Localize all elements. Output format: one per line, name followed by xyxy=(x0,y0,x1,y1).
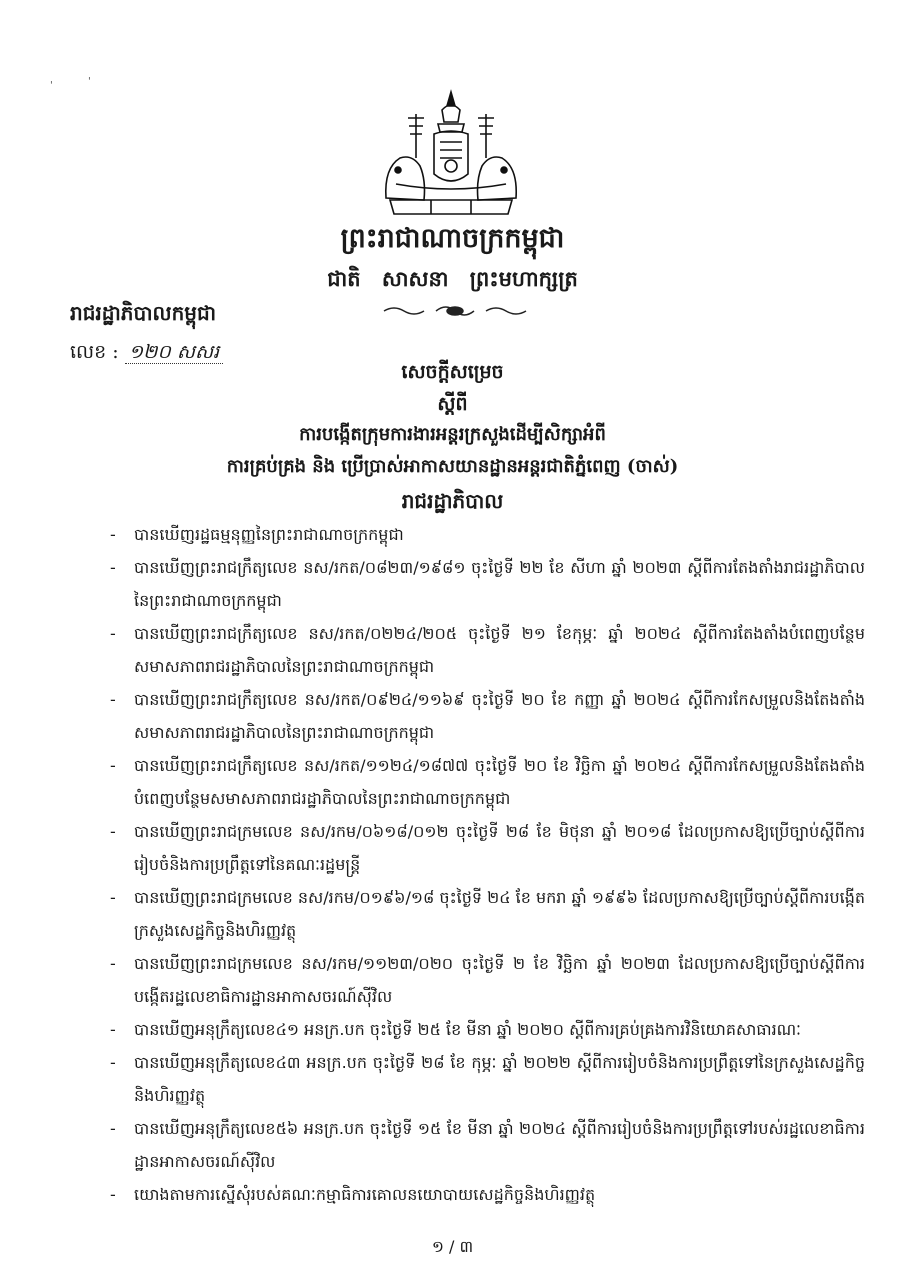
item-text: បានឃើញអនុក្រឹត្យលេខ៤៣ អនក្រ.បក ចុះថ្ងៃទី ២៨ ខែ កុម្ភៈ ឆ្នាំ ២០២២ ស្តីពីការរៀបចំនិងការប្រព្រឹត្តទៅនៃក្រសួងសេដ្ឋកិច្ចនិងហិរញ្ញវត្ថុ xyxy=(134,1053,865,1105)
number-label: លេខ : xyxy=(70,341,119,363)
bullet-dash: - xyxy=(110,756,116,775)
item-text: បានឃើញព្រះរាជក្រឹត្យលេខ នស/រកត/០២២៤/២០៥ ចុះថ្ងៃទី ២១ ខែកុម្ភៈ ឆ្នាំ ២០២៤ ស្តីពីការតែងតាំងបំពេញបន្ថែមសមាសភាពរាជរដ្ឋាភិបាលនៃព្រះរាជាណាចក្រកម្ពុជា xyxy=(134,624,865,676)
item-text: បានឃើញព្រះរាជក្រឹត្យលេខ នស/រកត/១១២៤/១៨៧៧ ចុះថ្ងៃទី ២០ ខែ វិច្ឆិកា ឆ្នាំ ២០២៤ ស្តីពីការកែសម្រួលនិងតែងតាំងបំពេញបន្ថែមសមាសភាពរាជរដ្ឋាភិបាលនៃព្រះរាជាណាចក្រកម្ពុជា xyxy=(134,756,865,808)
kingdom-name: ព្រះរាជាណាចក្រកម្ពុជា xyxy=(340,223,565,254)
national-motto: ជាតិ សាសនា ព្រះមហាក្សត្រ xyxy=(327,266,578,291)
bullet-dash: - xyxy=(110,525,116,544)
bullet-dash: - xyxy=(110,888,116,907)
royal-coat-of-arms-icon xyxy=(376,88,526,218)
item-text: បានឃើញព្រះរាជក្រឹត្យលេខ នស/រកត/០៨២៣/១៩៨១ ចុះថ្ងៃទី ២២ ខែ សីហា ឆ្នាំ ២០២៣ ស្តីពីការតែងតាំងរាជរដ្ឋាភិបាលនៃព្រះរាជាណាចក្រកម្ពុជា xyxy=(134,558,865,610)
list-item xyxy=(110,881,865,947)
title-line-2: ការគ្រប់គ្រង និង ប្រើប្រាស់អាកាសយានដ្ឋានអន្តរជាតិភ្នំពេញ (ចាស់) xyxy=(226,456,679,477)
item-text: យោងតាមការស្នើសុំរបស់គណៈកម្មាធិការគោលនយោបាយសេដ្ឋកិច្ចនិងហិរញ្ញវត្ថុ xyxy=(134,1185,596,1204)
item-text: បានឃើញរដ្ឋធម្មនុញ្ញនៃព្រះរាជាណាចក្រកម្ពុជា xyxy=(134,525,404,544)
scan-speck: ' xyxy=(88,76,91,87)
decorative-divider-icon xyxy=(380,303,530,319)
item-text: បានឃើញព្រះរាជក្រមលេខ នស/រកម/០១៩៦/១៨ ចុះថ្ងៃទី ២៤ ខែ មករា ឆ្នាំ ១៩៩៦ ដែលប្រកាសឱ្យប្រើច្បាប់ស្តីពីការបង្កើតក្រសួងសេដ្ឋកិច្ចនិងហិរញ្ញវត្ថុ xyxy=(134,888,865,940)
list-item xyxy=(110,815,865,881)
item-text: បានឃើញអនុក្រឹត្យលេខ៤១ អនក្រ.បក ចុះថ្ងៃទី ២៥ ខែ មីនា ឆ្នាំ ២០២០ ស្តីពីការគ្រប់គ្រងការវិនិយោគសាធារណៈ xyxy=(134,1020,802,1039)
list-item xyxy=(110,617,865,683)
title-line-1: ការបង្កើតក្រុមការងារអន្តរក្រសួងដើម្បីសិក្សាអំពី xyxy=(299,424,606,445)
item-text: បានឃើញព្រះរាជក្រមលេខ នស/រកម/១១២៣/០២០ ចុះថ្ងៃទី ២ ខែ វិច្ឆិកា ឆ្នាំ ២០២៣ ដែលប្រកាសឱ្យប្រើច្បាប់ស្តីពីការបង្កើតរដ្ឋលេខាធិការដ្ឋានអាកាសចរណ៍ស៊ីវិល xyxy=(134,954,865,1006)
considerations-list xyxy=(110,518,865,1211)
bullet-dash: - xyxy=(110,1053,116,1072)
bullet-dash: - xyxy=(110,690,116,709)
number-value: ១២០ សសរ xyxy=(125,341,223,364)
item-text: បានឃើញអនុក្រឹត្យលេខ៥៦ អនក្រ.បក ចុះថ្ងៃទី ១៥ ខែ មីនា ឆ្នាំ ២០២៤ ស្តីពីការរៀបចំនិងការប្រព្រឹត្តទៅរបស់រដ្ឋលេខាធិការដ្ឋានអាកាសចរណ៍ស៊ីវិល xyxy=(134,1119,865,1171)
bullet-dash: - xyxy=(110,1119,116,1138)
issuing-authority: រាជរដ្ឋាភិបាលកម្ពុជា xyxy=(70,301,216,325)
bullet-dash: - xyxy=(110,624,116,643)
bullet-dash: - xyxy=(110,1020,116,1039)
page-number: ១ / ៣ xyxy=(431,1237,474,1256)
bullet-dash: - xyxy=(110,954,116,973)
bullet-dash: - xyxy=(110,822,116,841)
list-item xyxy=(110,1013,865,1046)
list-item xyxy=(110,749,865,815)
item-text: បានឃើញព្រះរាជក្រឹត្យលេខ នស/រកត/០៩២៤/១១៦៩ ចុះថ្ងៃទី ២០ ខែ កញ្ញា ឆ្នាំ ២០២៤ ស្តីពីការកែសម្រួលនិងតែងតាំងសមាសភាពរាជរដ្ឋាភិបាលនៃព្រះរាជាណាចក្រកម្ពុជា xyxy=(134,690,865,742)
bullet-dash: - xyxy=(110,1185,116,1204)
list-item xyxy=(110,683,865,749)
bullet-dash: - xyxy=(110,558,116,577)
list-item xyxy=(110,1178,865,1211)
issuer-heading: រាជរដ្ឋាភិបាល xyxy=(401,489,504,513)
title-about: ស្តីពី xyxy=(437,393,468,415)
item-text: បានឃើញព្រះរាជក្រមលេខ នស/រកម/០៦១៨/០១២ ចុះថ្ងៃទី ២៨ ខែ មិថុនា ឆ្នាំ ២០១៨ ដែលប្រកាសឱ្យប្រើច្បាប់ស្តីពីការរៀបចំនិងការប្រព្រឹត្តទៅនៃគណៈរដ្ឋមន្ត្រី xyxy=(134,822,865,874)
scan-speck: ' xyxy=(50,80,53,91)
document-type: សេចក្តីសម្រេច xyxy=(401,361,504,383)
list-item xyxy=(110,518,865,551)
list-item xyxy=(110,1112,865,1178)
list-item xyxy=(110,947,865,1013)
list-item xyxy=(110,1046,865,1112)
list-item xyxy=(110,551,865,617)
